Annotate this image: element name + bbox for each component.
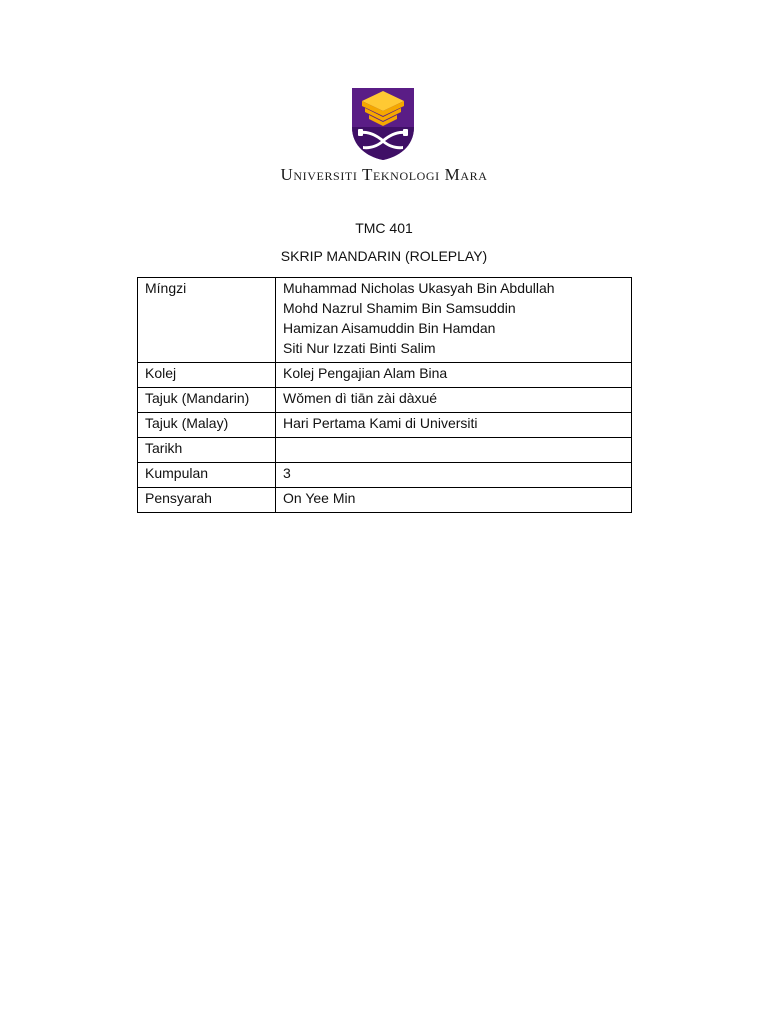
row-label: Tajuk (Mandarin) [138, 388, 276, 413]
table-row-tarikh [138, 438, 632, 463]
table-row-kumpulan [138, 463, 632, 488]
document-title: SKRIP MANDARIN (ROLEPLAY) [280, 248, 488, 264]
row-label: Tarikh [138, 438, 276, 463]
row-value: Wǒmen dì tiān zài dàxué [276, 388, 632, 413]
table-row-tajuk-malay [138, 413, 632, 438]
names-cell [276, 278, 632, 363]
member-name: Mohd Nazrul Shamim Bin Samsuddin [283, 300, 516, 316]
names-label: Míngzi [138, 278, 276, 363]
row-value: On Yee Min [276, 488, 632, 513]
row-label: Kumpulan [138, 463, 276, 488]
table-row-kolej [138, 363, 632, 388]
course-code: TMC 401 [355, 220, 413, 236]
table-row-names [138, 278, 632, 363]
member-name: Hamizan Aisamuddin Bin Hamdan [283, 320, 496, 336]
member-name: Siti Nur Izzati Binti Salim [283, 340, 436, 356]
row-label: Tajuk (Malay) [138, 413, 276, 438]
member-name: Muhammad Nicholas Ukasyah Bin Abdullah [283, 280, 555, 296]
university-name: Universiti Teknologi Mara [280, 165, 488, 184]
row-value: 3 [276, 463, 632, 488]
table-row-tajuk-mandarin [138, 388, 632, 413]
row-value [276, 438, 632, 463]
row-label: Kolej [138, 363, 276, 388]
table-row-pensyarah [138, 488, 632, 513]
uitm-crest-logo [351, 87, 415, 161]
row-value: Hari Pertama Kami di Universiti [276, 413, 632, 438]
cover-info-table [137, 277, 632, 513]
row-label: Pensyarah [138, 488, 276, 513]
row-value: Kolej Pengajian Alam Bina [276, 363, 632, 388]
